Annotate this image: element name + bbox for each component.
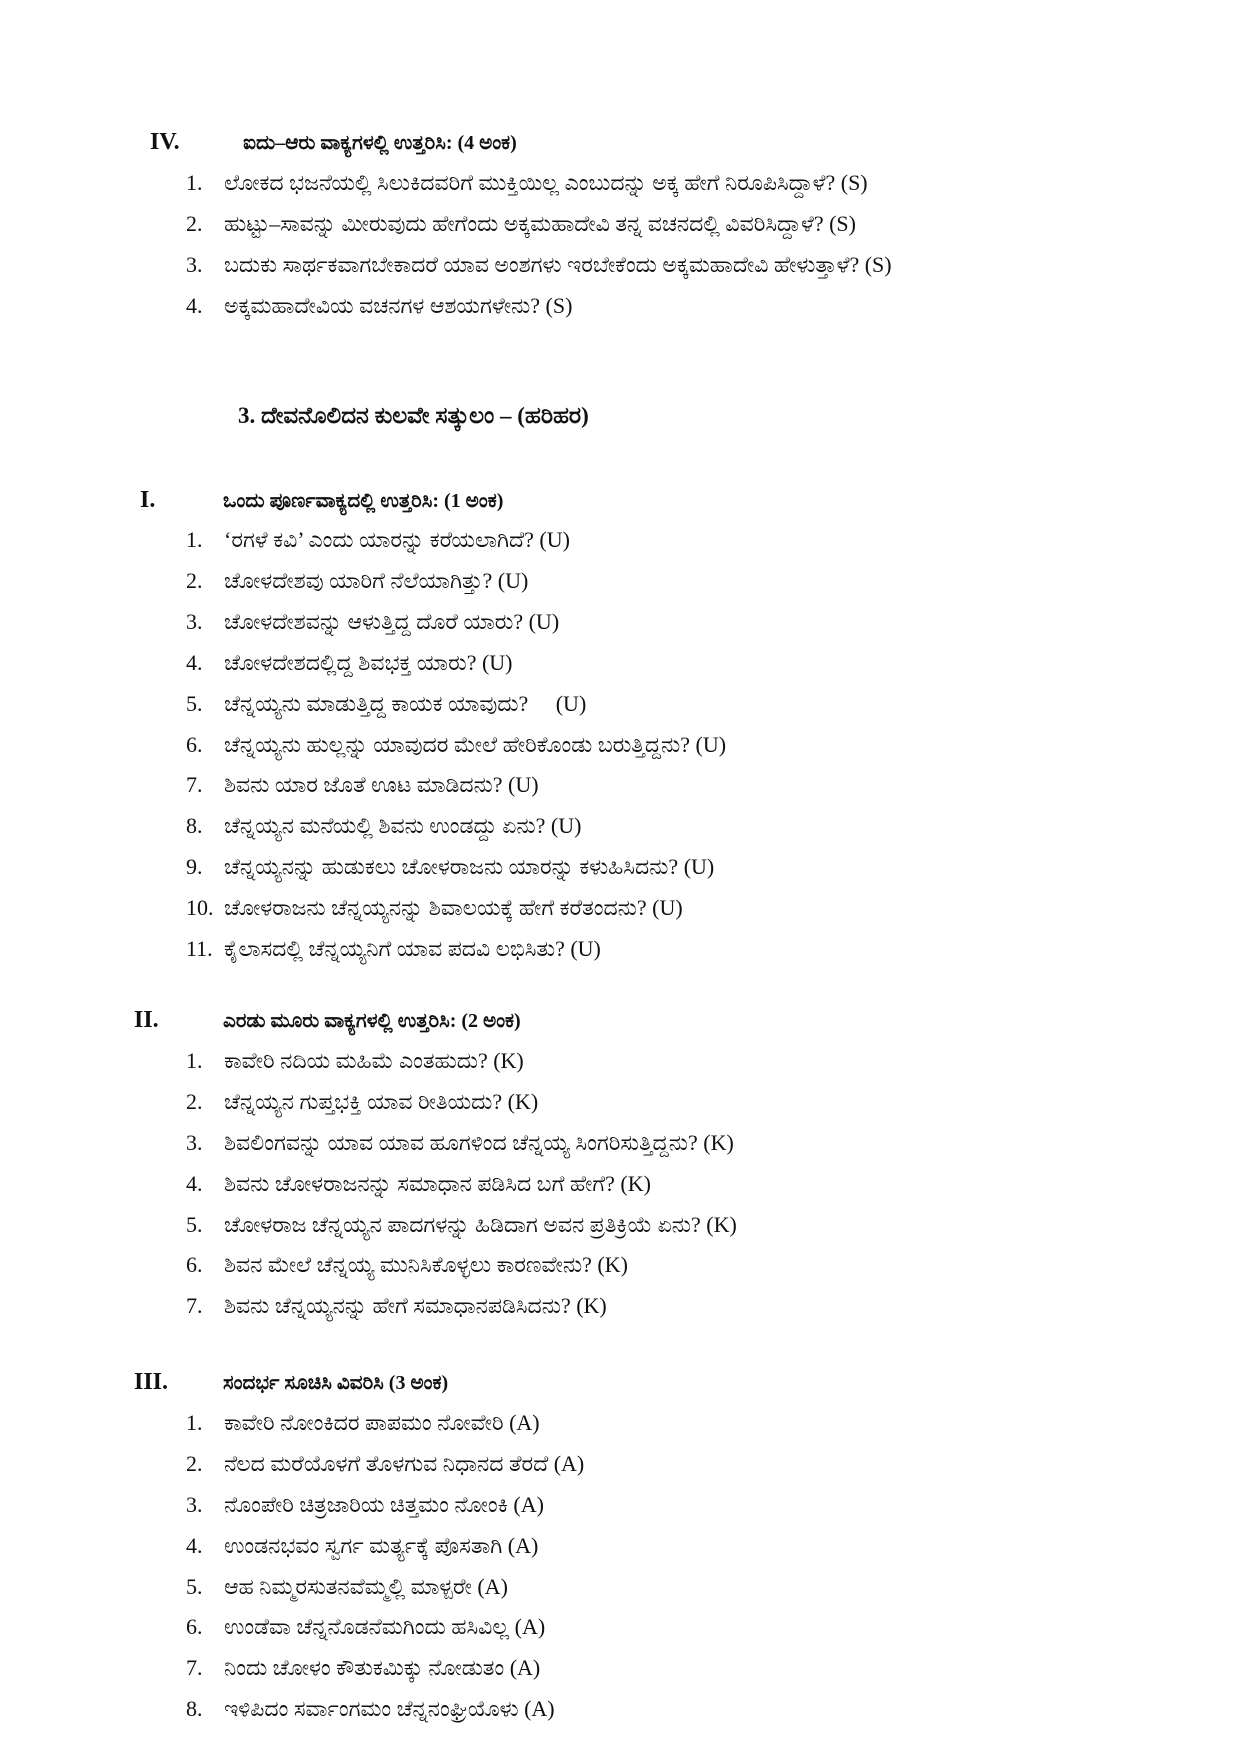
question-number: 1.: [186, 1048, 203, 1073]
question-text: ಹುಟ್ಟು–ಸಾವನ್ನು ಮೀರುವುದು ಹೇಗೆಂದು ಅಕ್ಕಮಹಾದೇವಿ ತನ್ನ ವಚನದಲ್ಲಿ ವಿವರಿಸಿದ್ದಾಳೆ? (S): [224, 211, 856, 236]
question-text: ಕೈಲಾಸದಲ್ಲಿ ಚೆನ್ನಯ್ಯನಿಗೆ ಯಾವ ಪದವಿ ಲಭಿಸಿತು? (U): [224, 936, 601, 961]
section-number: II.: [134, 1007, 159, 1033]
question-number: 3.: [186, 1492, 203, 1517]
question-text: ಕಾವೇರಿ ನದಿಯ ಮಹಿಮೆ ಎಂತಹುದು? (K): [224, 1048, 524, 1073]
question-number: 4.: [186, 1171, 203, 1196]
question-number: 3.: [186, 609, 203, 634]
question-text: ಶಿವಲಿಂಗವನ್ನು ಯಾವ ಯಾವ ಹೂಗಳಿಂದ ಚೆನ್ನಯ್ಯ ಸಿಂಗರಿಸುತ್ತಿದ್ದನು? (K): [224, 1130, 734, 1155]
question-number: 2.: [186, 211, 203, 236]
question-text: ಶಿವನು ಚೆನ್ನಯ್ಯನನ್ನು ಹೇಗೆ ಸಮಾಧಾನಪಡಿಸಿದನು? (K): [224, 1293, 607, 1318]
question-number: 6.: [186, 1252, 203, 1277]
question-text: ಚೆನ್ನಯ್ಯನು ಮಾಡುತ್ತಿದ್ದ ಕಾಯಕ ಯಾವುದು? (U): [224, 691, 587, 716]
question-number: 9.: [186, 854, 203, 879]
question-number: 5.: [186, 1212, 203, 1237]
question-number: 8.: [186, 1696, 203, 1721]
section-instruction: ಸಂದರ್ಭ ಸೂಚಿಸಿ ವಿವರಿಸಿ (3 ಅಂಕ): [223, 1372, 449, 1394]
question-text: ಚೋಳರಾಜ ಚೆನ್ನಯ್ಯನ ಪಾದಗಳನ್ನು ಹಿಡಿದಾಗ ಅವನ ಪ್ರತಿಕ್ರಿಯೆ ಏನು? (K): [224, 1212, 737, 1237]
section-number: I.: [140, 487, 156, 513]
chapter-title: 3. ದೇವನೊಲಿದನ ಕುಲವೇ ಸತ್ಕುಲಂ – (ಹರಿಹರ): [238, 403, 589, 428]
question-text: ನಿಂದು ಚೋಳಂ ಕೌತುಕಮಿಕ್ಕು ನೋಡುತಂ (A): [224, 1655, 541, 1680]
question-text: ಶಿವನ ಮೇಲೆ ಚೆನ್ನಯ್ಯ ಮುನಿಸಿಕೊಳ್ಳಲು ಕಾರಣವೇನು? (K): [224, 1252, 628, 1277]
section-instruction: ಎರಡು ಮೂರು ವಾಕ್ಯಗಳಲ್ಲಿ ಉತ್ತರಿಸಿ: (2 ಅಂಕ): [223, 1010, 521, 1032]
question-text: ಉಂಡನಭವಂ ಸ್ವರ್ಗ ಮರ್ತ್ಯಕ್ಕೆ ಪೊಸತಾಗಿ (A): [224, 1533, 539, 1558]
question-text: ಚೆನ್ನಯ್ಯನನ್ನು ಹುಡುಕಲು ಚೋಳರಾಜನು ಯಾರನ್ನು ಕಳುಹಿಸಿದನು? (U): [224, 854, 715, 879]
question-text: ಚೋಳರಾಜನು ಚೆನ್ನಯ್ಯನನ್ನು ಶಿವಾಲಯಕ್ಕೆ ಹೇಗೆ ಕರೆತಂದನು? (U): [224, 895, 683, 920]
question-text: ಅಕ್ಕಮಹಾದೇವಿಯ ವಚನಗಳ ಆಶಯಗಳೇನು? (S): [224, 293, 573, 318]
section-instruction: ಒಂದು ಪೂರ್ಣವಾಕ್ಯದಲ್ಲಿ ಉತ್ತರಿಸಿ: (1 ಅಂಕ): [223, 490, 504, 512]
question-text: ನೊಂಪೇರಿ ಚಿತ್ರಜಾರಿಯ ಚಿತ್ತಮಂ ನೋಂಕಿ (A): [224, 1492, 544, 1517]
question-number: 11.: [186, 936, 213, 961]
question-text: ಕಾವೇರಿ ನೋಂಕಿದರ ಪಾಪಮಂ ನೋವೇರಿ (A): [224, 1410, 540, 1435]
question-text: ಶಿವನು ಚೋಳರಾಜನನ್ನು ಸಮಾಧಾನ ಪಡಿಸಿದ ಬಗೆ ಹೇಗೆ? (K): [224, 1171, 651, 1196]
section-number: IV.: [150, 129, 180, 155]
question-number: 5.: [186, 1574, 203, 1599]
question-number: 7.: [186, 1655, 203, 1680]
question-number: 4.: [186, 1533, 203, 1558]
question-text: ಇಳಿಪಿದಂ ಸರ್ವಾಂಗಮಂ ಚೆನ್ನನಂಘ್ರಿಯೊಳು (A): [224, 1696, 555, 1721]
question-text: ಲೋಕದ ಭಜನೆಯಲ್ಲಿ ಸಿಲುಕಿದವರಿಗೆ ಮುಕ್ತಿಯಿಲ್ಲ ಎಂಬುದನ್ನು ಅಕ್ಕ ಹೇಗೆ ನಿರೂಪಿಸಿದ್ದಾಳೆ? (S): [224, 170, 868, 195]
question-number: 10.: [186, 895, 214, 920]
question-text: ಚೋಳದೇಶವನ್ನು ಆಳುತ್ತಿದ್ದ ದೊರೆ ಯಾರು? (U): [224, 609, 560, 634]
question-text: ಚೆನ್ನಯ್ಯನ ಮನೆಯಲ್ಲಿ ಶಿವನು ಉಂಡದ್ದು ಏನು? (U): [224, 813, 582, 838]
question-number: 3.: [186, 252, 203, 277]
question-text: ‘ರಗಳೆ ಕವಿ’ ಎಂದು ಯಾರನ್ನು ಕರೆಯಲಾಗಿದೆ? (U): [224, 527, 570, 552]
section-instruction: ಐದು–ಆರು ವಾಕ್ಯಗಳಲ್ಲಿ ಉತ್ತರಿಸಿ: (4 ಅಂಕ): [243, 132, 517, 154]
question-number: 5.: [186, 691, 203, 716]
question-text: ನೆಲದ ಮರೆಯೊಳಗೆ ತೊಳಗುವ ನಿಧಾನದ ತೆರದೆ (A): [224, 1451, 585, 1476]
question-number: 8.: [186, 813, 203, 838]
question-number: 1.: [186, 170, 203, 195]
section-number: III.: [134, 1369, 169, 1395]
question-text: ಆಹ ನಿಮ್ಮರಸುತನವೆಮ್ಮಲ್ಲಿ ಮಾಳ್ಪರೇ (A): [224, 1574, 508, 1599]
question-number: 2.: [186, 1451, 203, 1476]
question-text: ಚೋಳದೇಶವು ಯಾರಿಗೆ ನೆಲೆಯಾಗಿತ್ತು? (U): [224, 568, 529, 593]
question-text: ಚೆನ್ನಯ್ಯನು ಹುಲ್ಲನ್ನು ಯಾವುದರ ಮೇಲೆ ಹೇರಿಕೊಂಡು ಬರುತ್ತಿದ್ದನು? (U): [224, 732, 727, 757]
question-text: ಶಿವನು ಯಾರ ಜೊತೆ ಊಟ ಮಾಡಿದನು? (U): [224, 772, 539, 797]
question-text: ಚೆನ್ನಯ್ಯನ ಗುಪ್ತಭಕ್ತಿ ಯಾವ ರೀತಿಯದು? (K): [224, 1089, 539, 1114]
question-number: 1.: [186, 527, 203, 552]
question-number: 4.: [186, 650, 203, 675]
question-text: ಉಂಡೆವಾ ಚೆನ್ನನೊಡನೆಮಗಿಂದು ಹಸಿವಿಲ್ಲ (A): [224, 1614, 546, 1639]
question-text: ಬದುಕು ಸಾರ್ಥಕವಾಗಬೇಕಾದರೆ ಯಾವ ಅಂಶಗಳು ಇರಬೇಕೆಂದು ಅಕ್ಕಮಹಾದೇವಿ ಹೇಳುತ್ತಾಳೆ? (S): [224, 252, 892, 277]
question-number: 3.: [186, 1130, 203, 1155]
question-number: 6.: [186, 1614, 203, 1639]
question-number: 2.: [186, 1089, 203, 1114]
question-number: 1.: [186, 1410, 203, 1435]
question-number: 6.: [186, 732, 203, 757]
question-number: 2.: [186, 568, 203, 593]
question-number: 4.: [186, 293, 203, 318]
question-text: ಚೋಳದೇಶದಲ್ಲಿದ್ದ ಶಿವಭಕ್ತ ಯಾರು? (U): [224, 650, 513, 675]
question-number: 7.: [186, 1293, 203, 1318]
question-number: 7.: [186, 772, 203, 797]
